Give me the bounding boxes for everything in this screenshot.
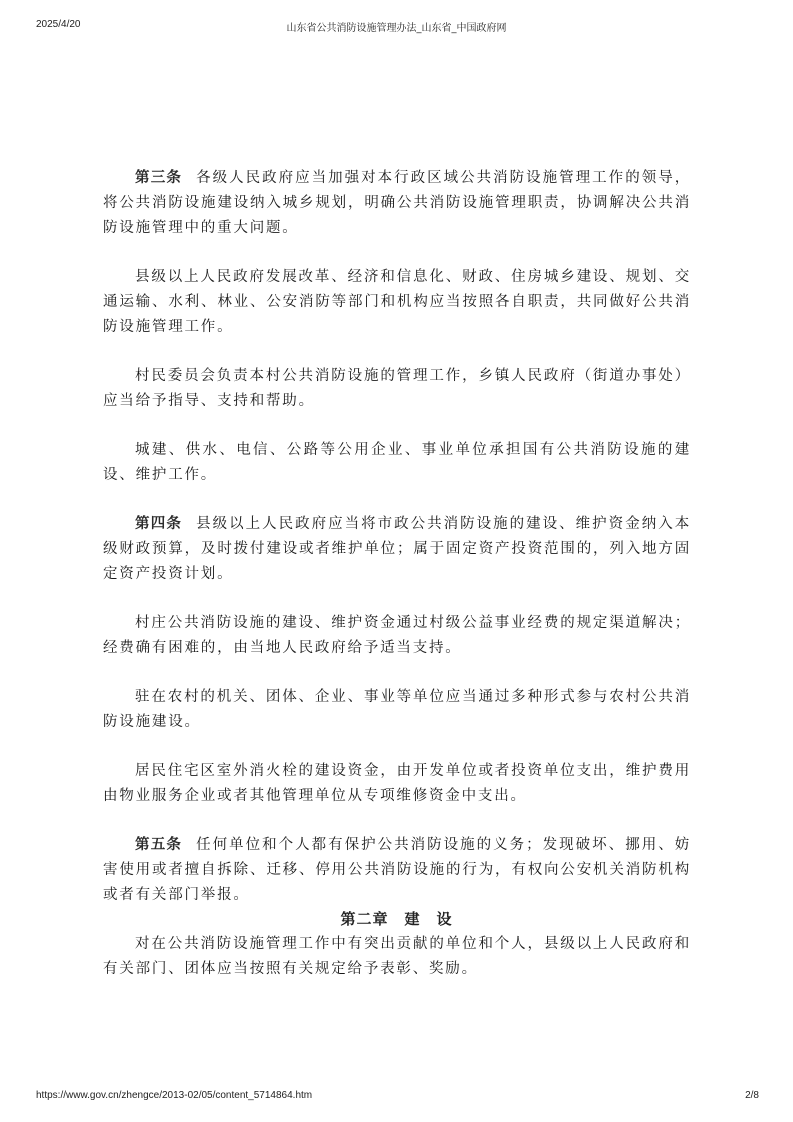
paragraph — [103, 438, 691, 488]
paragraph-text: 城建、供水、电信、公路等公用企业、事业单位承担国有公共消防设施的建设、维护工作。 — [103, 442, 691, 483]
paragraph-text: 村民委员会负责本村公共消防设施的管理工作，乡镇人民政府（街道办事处）应当给予指导、支持和帮助。 — [103, 368, 691, 409]
article-number: 第五条 — [135, 837, 183, 853]
paragraph — [103, 932, 691, 982]
paragraph-text: 村庄公共消防设施的建设、维护资金通过村级公益事业经费的规定渠道解决；经费确有困难的，由当地人民政府给予适当支持。 — [103, 615, 691, 656]
paragraph — [103, 512, 691, 587]
print-date: 2025/4/20 — [36, 19, 81, 30]
paragraph-text: 各级人民政府应当加强对本行政区域公共消防设施管理工作的领导，将公共消防设施建设纳入城乡规划，明确公共消防设施管理职责，协调解决公共消防设施管理中的重大问题。 — [103, 170, 691, 236]
paragraph — [103, 364, 691, 414]
page-title: 山东省公共消防设施管理办法_山东省_中国政府网 — [286, 23, 507, 34]
paragraph — [103, 611, 691, 661]
paragraph-text: 县级以上人民政府发展改革、经济和信息化、财政、住房城乡建设、规划、交通运输、水利、林业、公安消防等部门和机构应当按照各自职责，共同做好公共消防设施管理工作。 — [103, 269, 691, 335]
article-number: 第三条 — [135, 170, 183, 186]
article-body — [103, 166, 691, 1006]
paragraph — [103, 265, 691, 340]
paragraph-text: 县级以上人民政府应当将市政公共消防设施的建设、维护资金纳入本级财政预算，及时拨付建设或者维护单位；属于固定资产投资范围的，列入地方固定资产投资计划。 — [103, 516, 691, 582]
paragraph — [103, 166, 691, 241]
paragraph — [103, 833, 691, 908]
paragraph-text: 驻在农村的机关、团体、企业、事业等单位应当通过多种形式参与农村公共消防设施建设。 — [103, 689, 691, 730]
article-number: 第四条 — [135, 516, 183, 532]
chapter-heading: 第二章 建 设 — [340, 910, 453, 928]
paragraph-text: 任何单位和个人都有保护公共消防设施的义务；发现破坏、挪用、妨害使用或者擅自拆除、迁移、停用公共消防设施的行为，有权向公安机关消防机构或者有关部门举报。 — [103, 837, 691, 903]
paragraph — [103, 759, 691, 809]
paragraph-text: 居民住宅区室外消火栓的建设资金，由开发单位或者投资单位支出，维护费用由物业服务企业或者其他管理单位从专项维修资金中支出。 — [103, 763, 691, 804]
source-url-link[interactable]: https://www.gov.cn/zhengce/2013-02/05/content_5714864.htm — [36, 1090, 313, 1101]
page-number: 2/8 — [745, 1090, 759, 1101]
paragraph — [103, 685, 691, 735]
paragraph-text: 对在公共消防设施管理工作中有突出贡献的单位和个人，县级以上人民政府和有关部门、团体应当按照有关规定给予表彰、奖励。 — [103, 936, 691, 977]
